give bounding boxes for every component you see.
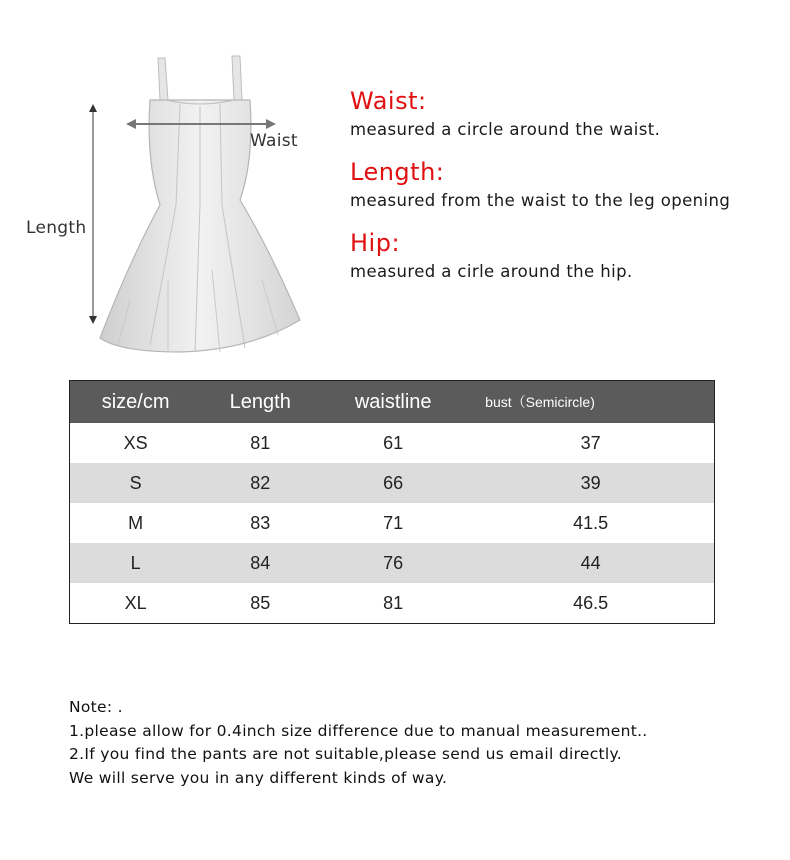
cell-waistline: 61 xyxy=(383,432,404,453)
notes-section xyxy=(69,696,648,790)
cell-size: XL xyxy=(124,592,147,613)
note-line: We will serve you in any different kinds of way. xyxy=(69,768,448,787)
definition-description: measured a cirle around the hip. xyxy=(350,262,633,281)
definition-hip xyxy=(350,228,780,281)
cell-size: M xyxy=(128,512,144,533)
dress-diagram xyxy=(0,0,330,370)
size-chart-table xyxy=(69,380,715,624)
table-header-row xyxy=(70,381,715,424)
header-length: Length xyxy=(201,381,319,424)
definition-title: Hip: xyxy=(350,229,401,257)
definition-title: Length: xyxy=(350,158,445,186)
cell-bust: 44 xyxy=(467,543,714,583)
cell-length: 85 xyxy=(250,592,271,613)
table-row xyxy=(70,583,715,624)
table-row xyxy=(70,543,715,583)
header-bust: bust（Semicircle) xyxy=(467,381,714,424)
cell-waistline: 66 xyxy=(319,463,467,503)
table-row xyxy=(70,503,715,543)
cell-length: 82 xyxy=(201,463,319,503)
measurement-definitions xyxy=(350,86,780,299)
note-line: 1.please allow for 0.4inch size difference due to manual measurement.. xyxy=(69,721,648,740)
definition-description: measured from the waist to the leg opening xyxy=(350,191,731,210)
note-line: Note: . xyxy=(69,698,123,716)
cell-bust: 46.5 xyxy=(573,592,609,613)
cell-size: S xyxy=(70,463,202,503)
cell-length: 83 xyxy=(250,512,271,533)
cell-length: 81 xyxy=(250,432,271,453)
note-line: 2.If you find the pants are not suitable,please send us email directly. xyxy=(69,745,623,763)
table-row xyxy=(70,423,715,463)
definition-title: Waist: xyxy=(350,87,427,115)
header-size: size/cm xyxy=(70,381,202,424)
dress-illustration xyxy=(0,0,330,370)
cell-size: L xyxy=(70,543,202,583)
definition-description: measured a circle around the waist. xyxy=(350,120,661,139)
definition-waist xyxy=(350,86,780,139)
cell-waistline: 71 xyxy=(383,512,404,533)
cell-waistline: 81 xyxy=(383,592,404,613)
length-label: Length xyxy=(26,218,87,238)
header-waistline: waistline xyxy=(319,381,467,424)
cell-bust: 37 xyxy=(580,432,601,453)
cell-waistline: 76 xyxy=(319,543,467,583)
waist-label: Waist xyxy=(250,131,298,151)
cell-size: XS xyxy=(123,432,148,453)
cell-bust: 41.5 xyxy=(573,512,609,533)
cell-bust: 39 xyxy=(467,463,714,503)
cell-length: 84 xyxy=(201,543,319,583)
table-row xyxy=(70,463,715,503)
definition-length xyxy=(350,157,780,210)
